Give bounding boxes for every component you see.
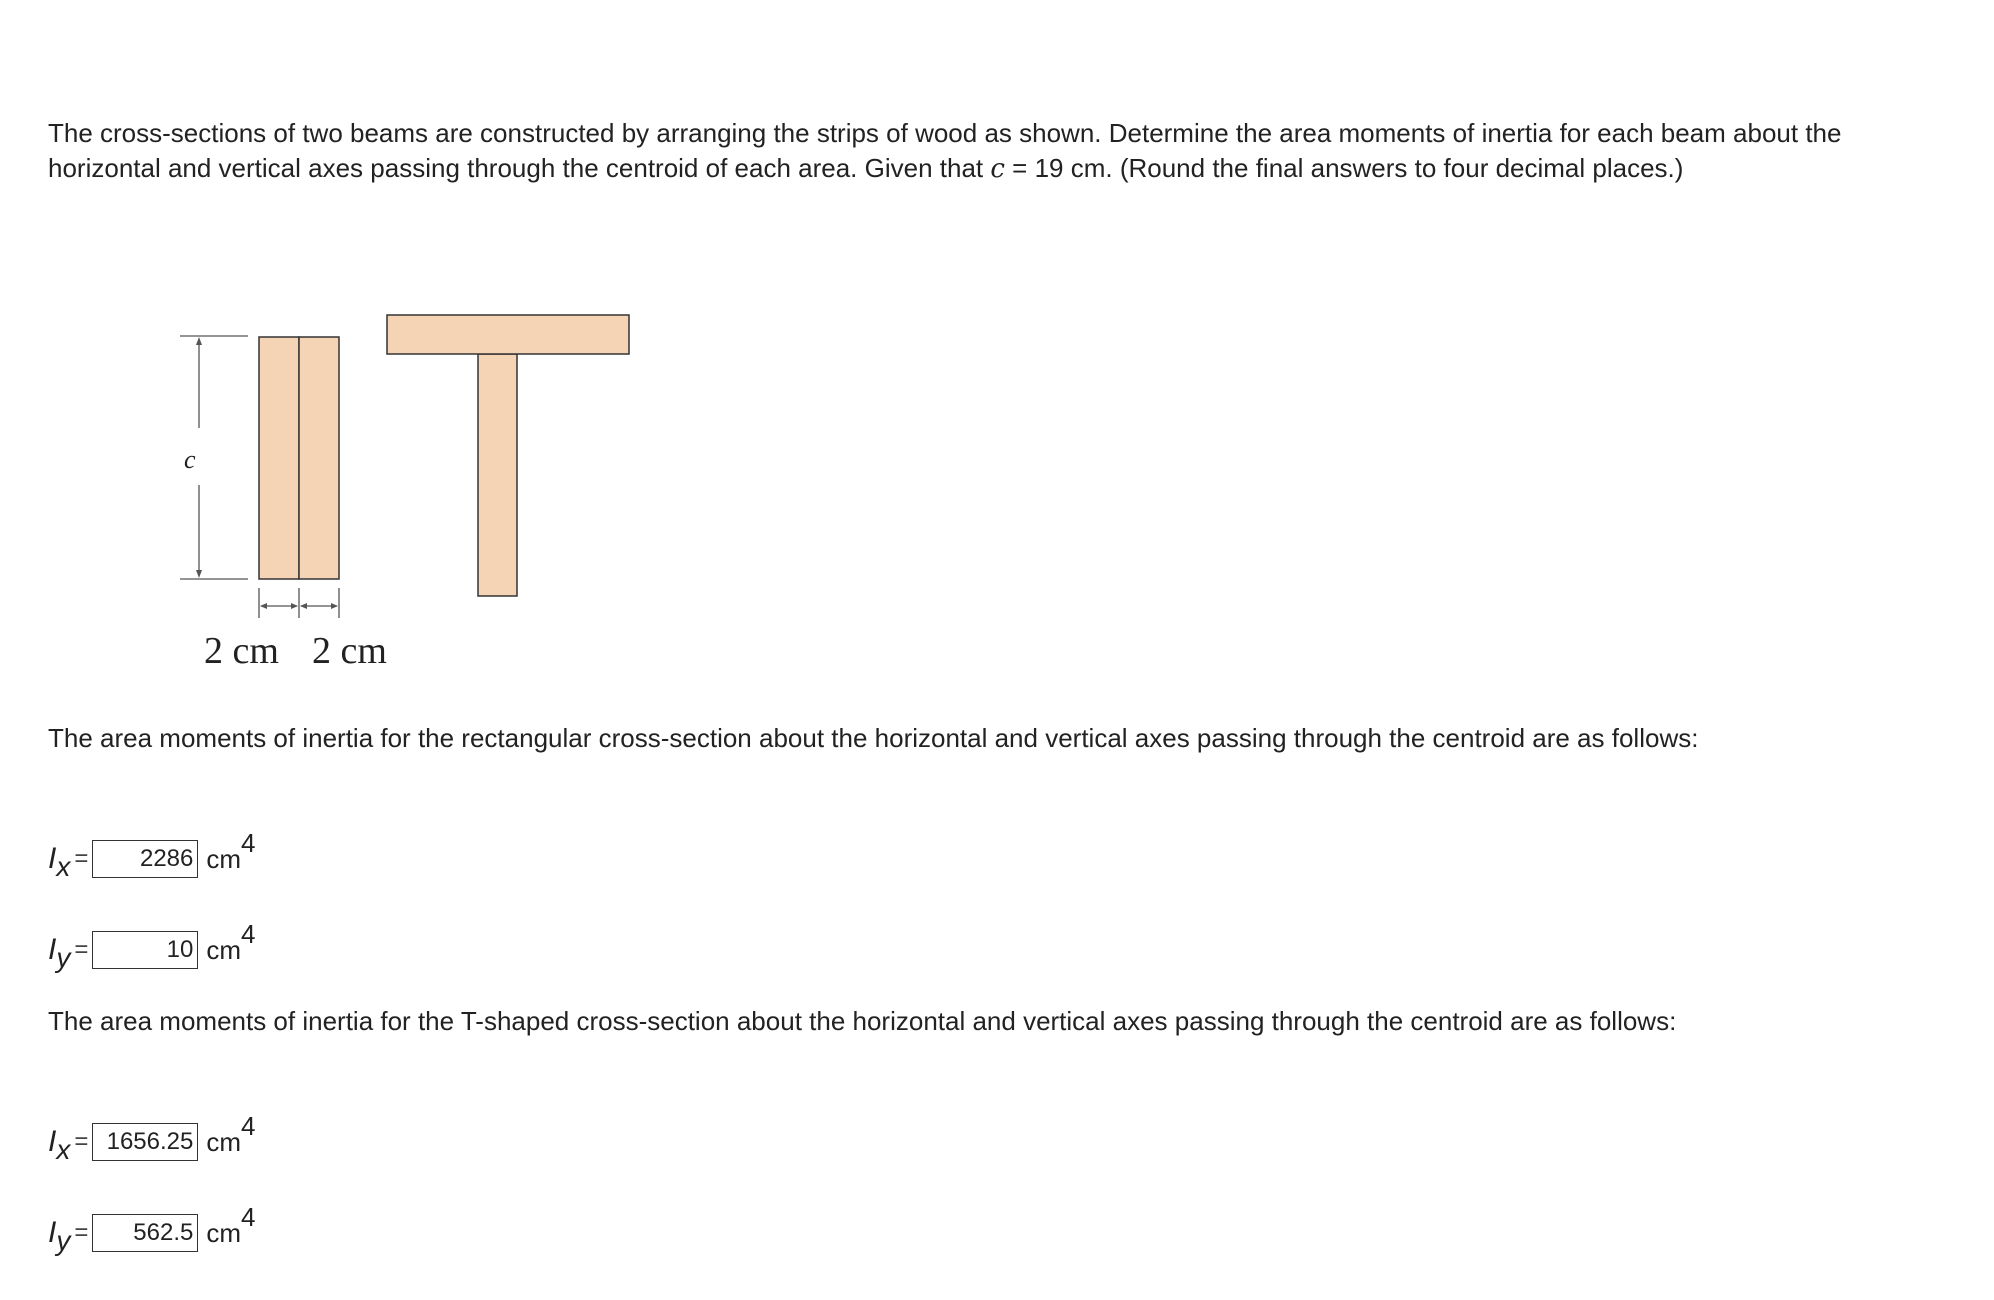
rect-iy-symbol: I [48,933,57,966]
beam-cross-sections-figure [170,300,650,680]
rect-iy-unit-exponent: 4 [241,918,256,949]
problem-text-before: The cross-sections of two beams are constructed by arranging the strips of wood as shown. Determine the area moments of inertia for each beam about the horizontal and vertical axes passing through the centroid of each area. Given that [48,118,1842,183]
c-dimension-label: c [184,445,196,474]
tee-iy-equals: = [74,1219,89,1246]
rect-iy-unit: cm [206,934,242,965]
rect-iy-equals: = [74,936,89,963]
width-arrow-mid1-icon [291,603,298,609]
tee-ix-answer-field[interactable]: 1656.25 [92,1123,198,1161]
tee-ix-subscript: x [56,1134,71,1165]
tee-ix-answer-row [48,1110,256,1165]
tee-ix-unit: cm [206,1126,242,1157]
width-arrow-left-icon [260,603,267,609]
width-arrow-right-icon [331,603,338,609]
tee-iy-answer-field[interactable]: 562.5 [92,1214,198,1252]
tee-iy-symbol: I [48,1216,57,1249]
problem-statement [48,116,1888,187]
rect-ix-symbol: I [48,842,57,875]
width-label-right: 2 cm [312,630,387,672]
tee-iy-subscript: y [56,1225,71,1256]
tee-section-text: The area moments of inertia for the T-shaped cross-section about the horizontal and vertical axes passing through the centroid are as follows: [48,1006,1677,1036]
c-value: 19 cm [1034,153,1106,183]
rect-ix-subscript: x [56,851,71,882]
tee-web [478,354,517,596]
problem-text-after: . (Round the final answers to four decimal places.) [1105,153,1684,183]
variable-c: c [990,154,1005,184]
rect-ix-unit: cm [206,843,242,874]
c-arrow-up-icon [196,337,202,345]
rect-ix-unit-exponent: 4 [241,827,256,858]
rect-section-text: The area moments of inertia for the rectangular cross-section about the horizontal and vertical axes passing through the centroid are as follows: [48,723,1699,753]
rect-iy-answer-field[interactable]: 10 [92,931,198,969]
rect-ix-answer-field[interactable]: 2286 [92,840,198,878]
rect-iy-subscript: y [56,942,71,973]
beam-diagram [170,300,650,680]
width-arrow-mid2-icon [300,603,307,609]
rect-iy-answer-row [48,918,256,973]
tee-flange [387,315,629,354]
tee-ix-equals: = [74,1128,89,1155]
equals-sign: = [1004,153,1035,183]
rect-strip-right [299,337,339,579]
rect-ix-answer-row [48,827,256,882]
tee-ix-unit-exponent: 4 [241,1110,256,1141]
width-label-left: 2 cm [204,630,279,672]
rect-ix-equals: = [74,845,89,872]
tee-iy-unit-exponent: 4 [241,1201,256,1232]
tee-iy-unit: cm [206,1217,242,1248]
rect-strip-left [259,337,299,579]
tee-ix-symbol: I [48,1125,57,1158]
tee-iy-answer-row [48,1201,256,1256]
c-arrow-down-icon [196,570,202,578]
